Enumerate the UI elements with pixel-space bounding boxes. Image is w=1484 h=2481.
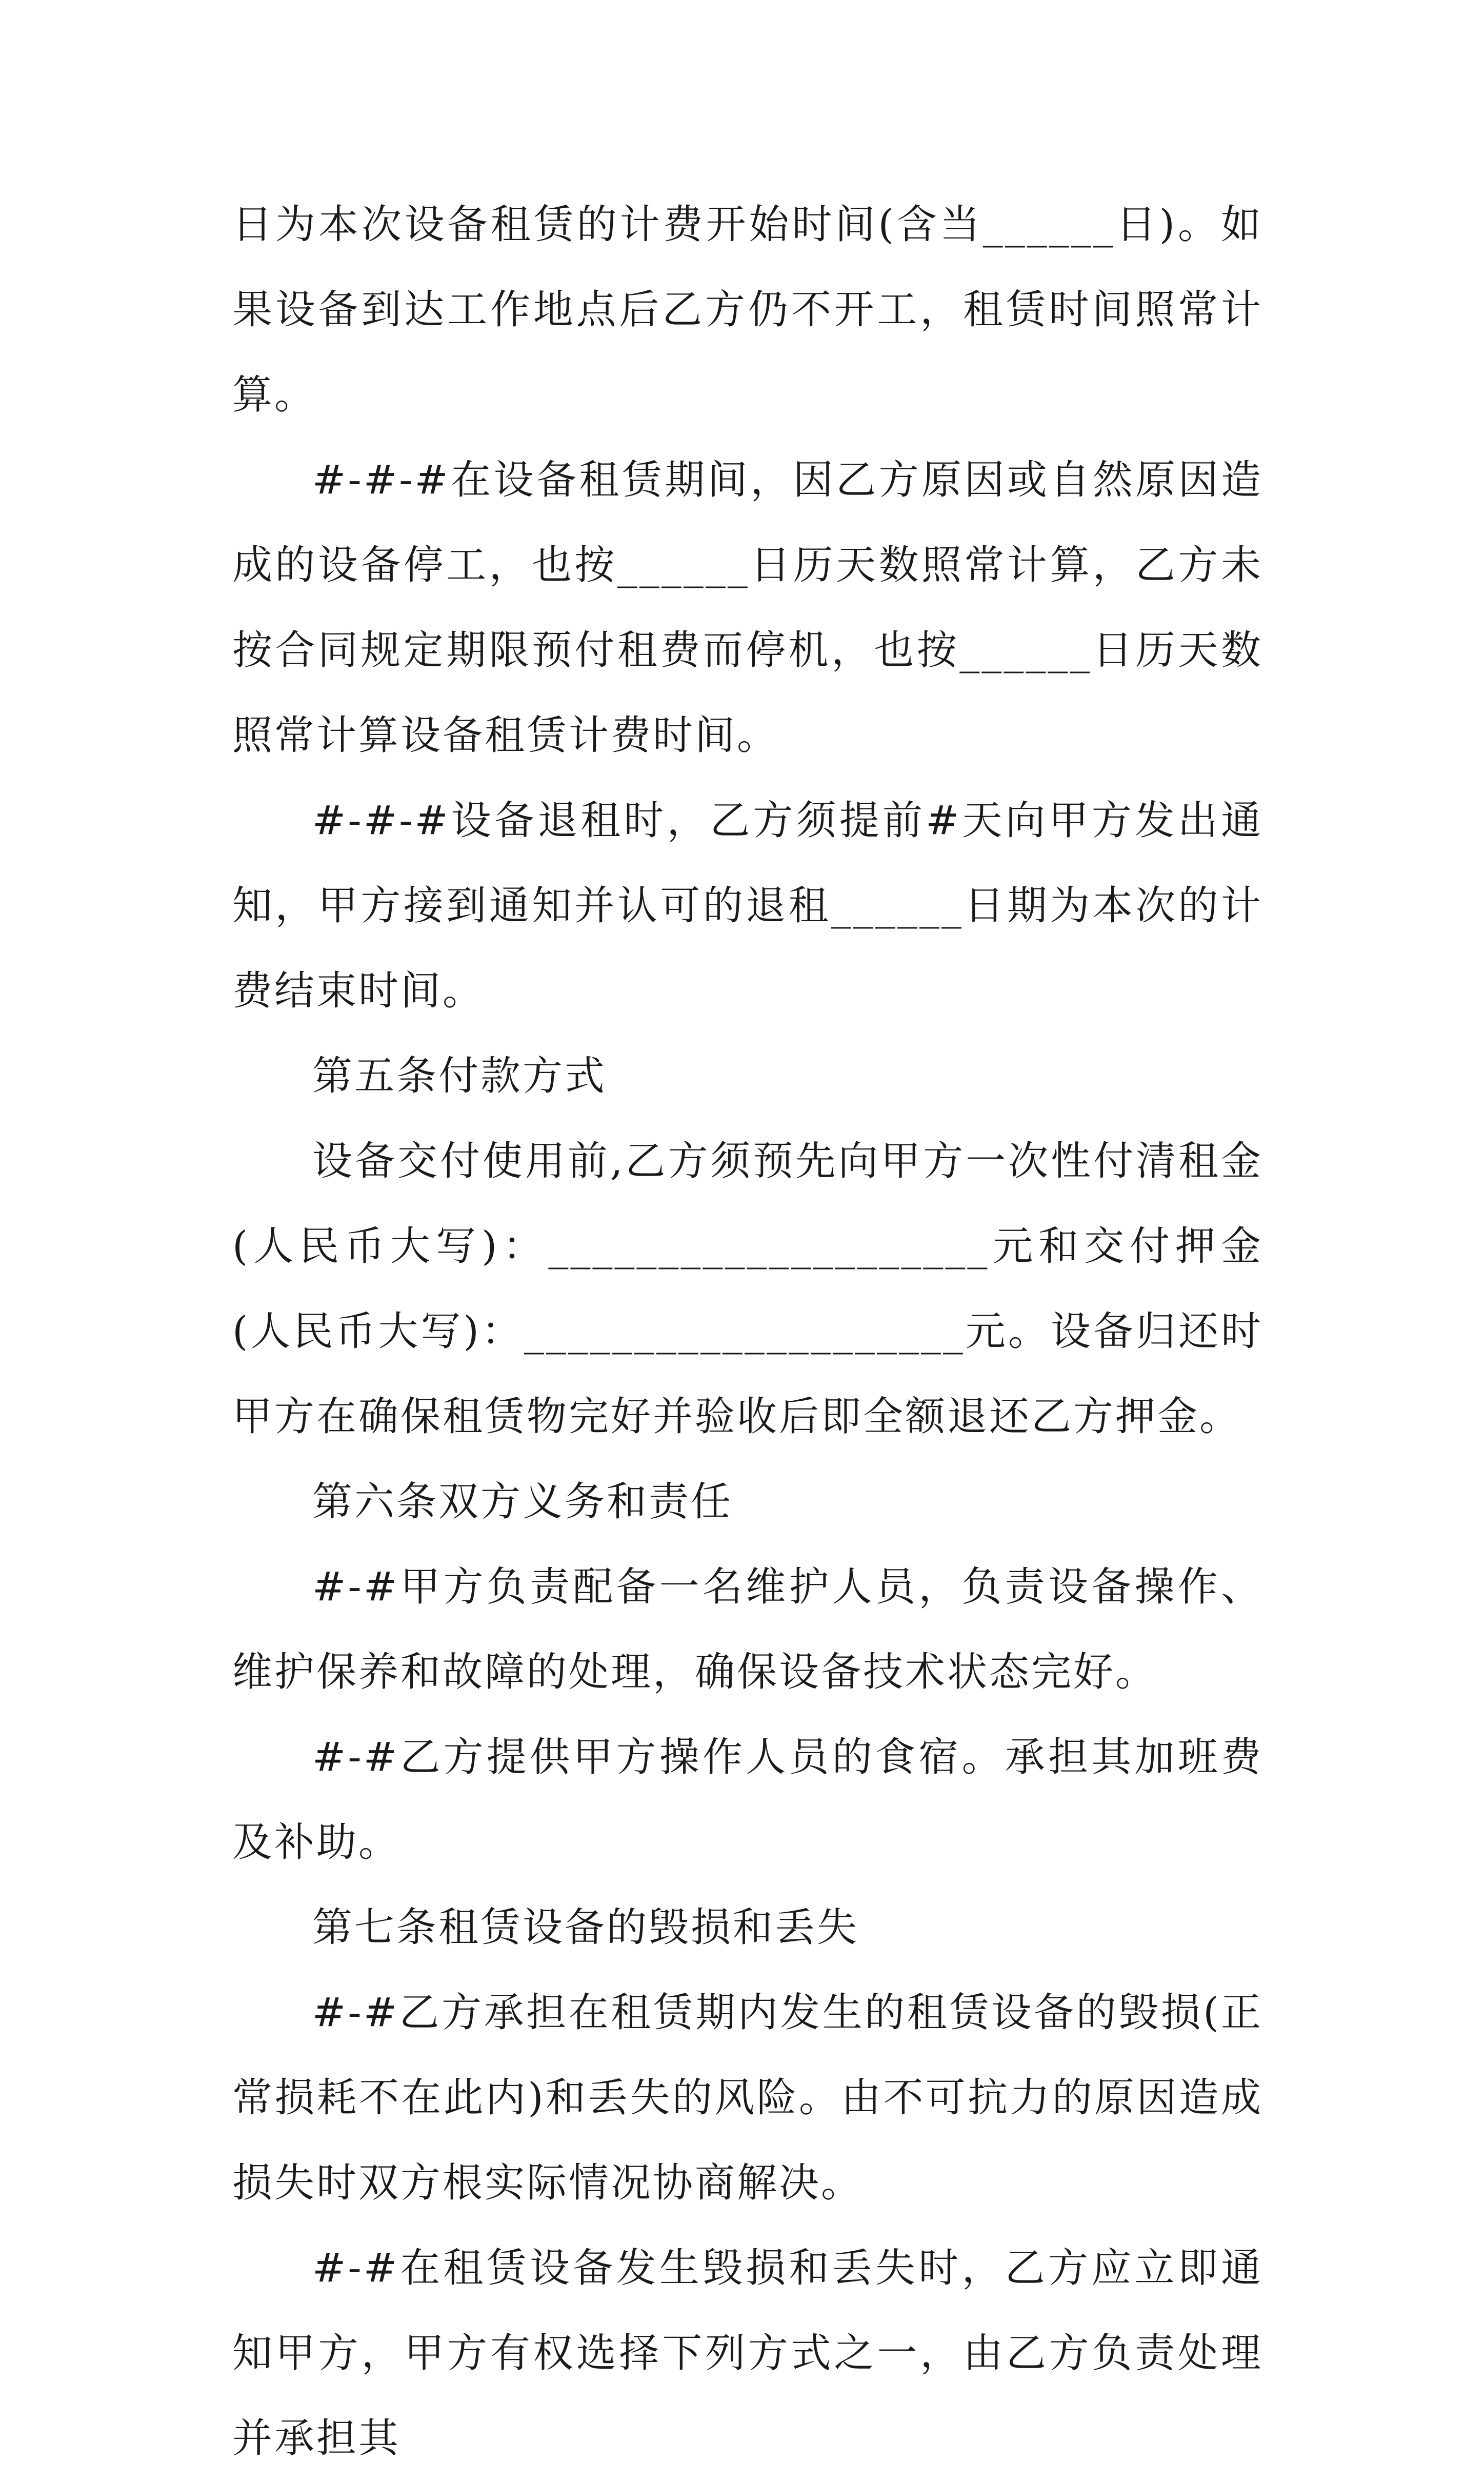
paragraph-risk-bearing: #-#乙方承担在租赁期内发生的租赁设备的毁损(正常损耗不在此内)和丢失的风险。由不可抗力的原因造成损失时双方根实际情况协商解决。 (232, 1990, 1263, 2206)
paragraph-downtime-billing: #-#-#在设备租赁期间，因乙方原因或自然原因造成的设备停工，也按______日历天数照常计算，乙方未按合同规定期限预付租费而停机，也按______日历天数照常计算设备租赁计费时间。 (232, 457, 1263, 759)
section-heading-obligations: 第六条双方义务和责任 (312, 1479, 733, 1525)
paragraph-damage-handling: #-#在租赁设备发生毁损和丢失时，乙方应立即通知甲方，甲方有权选择下列方式之一，由乙方负责处理并承担其 (232, 2245, 1263, 2462)
paragraph-party-b-duty: #-#乙方提供甲方操作人员的食宿。承担其加班费及补助。 (232, 1734, 1263, 1865)
paragraph-return-notice: #-#-#设备退租时，乙方须提前#天向甲方发出通知，甲方接到通知并认可的退租______日期为本次的计费结束时间。 (232, 798, 1263, 1014)
section-heading-damage-loss: 第七条租赁设备的毁损和丢失 (312, 1904, 859, 1951)
paragraph-payment-terms: 设备交付使用前,乙方须预先向甲方一次性付清租金(人民币大写)：____________________元和交付押金(人民币大写)：____________________元。设备归还时甲方在确保租赁物完好并验收后即全额退还乙方押金。 (232, 1138, 1263, 1440)
section-heading-payment: 第五条付款方式 (312, 1053, 607, 1099)
paragraph-billing-start: 日为本次设备租赁的计费开始时间(含当______日)。如果设备到达工作地点后乙方仍不开工，租赁时间照常计算。 (232, 202, 1263, 418)
document-body (232, 182, 1263, 2481)
paragraph-party-a-duty: #-#甲方负责配备一名维护人员，负责设备操作、维护保养和故障的处理，确保设备技术状态完好。 (232, 1564, 1263, 1695)
